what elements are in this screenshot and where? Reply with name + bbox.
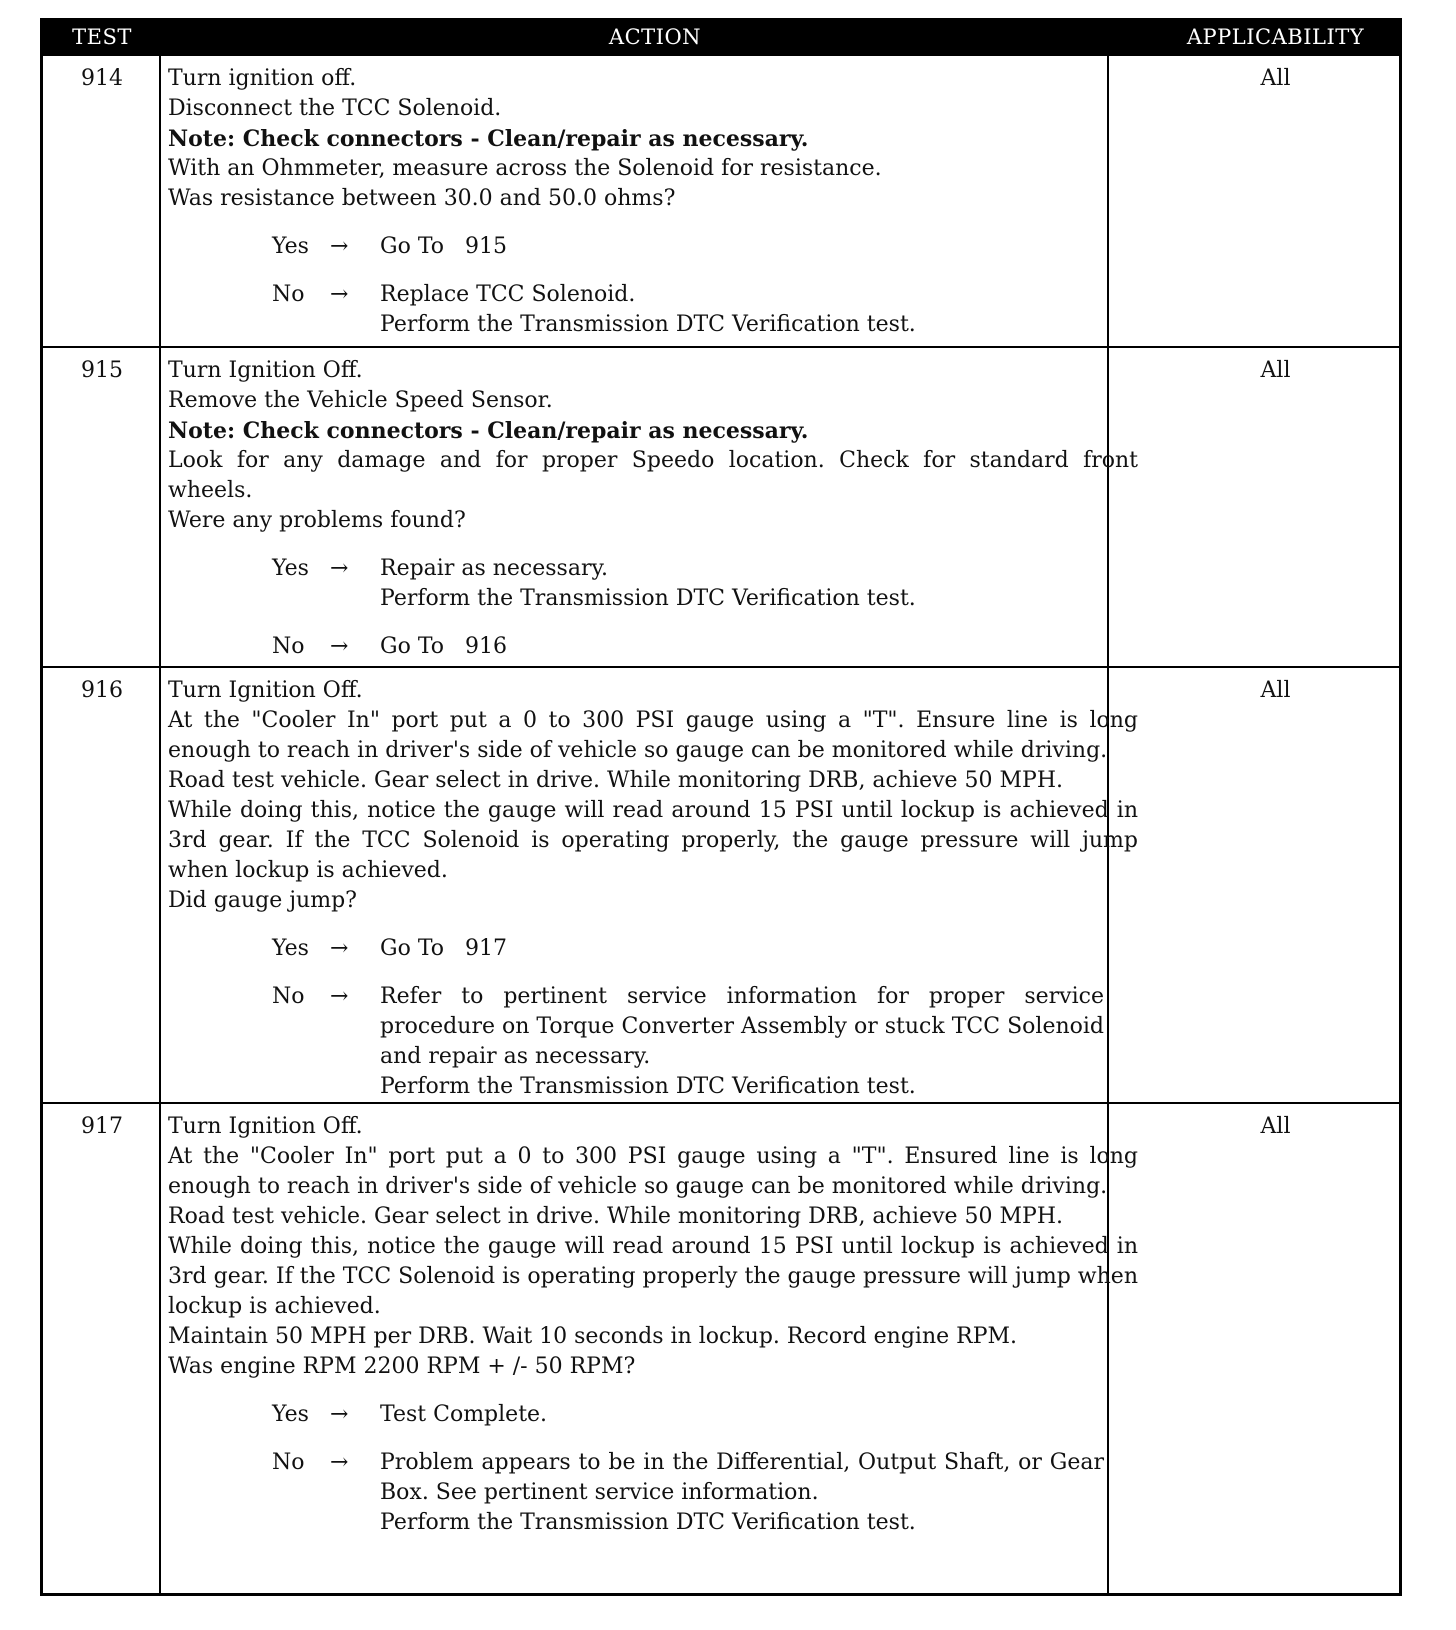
test-number: 917 (81, 1114, 123, 1139)
arrow-icon: → (330, 984, 349, 1009)
action-line: Turn Ignition Off. (168, 678, 363, 703)
action-cell (168, 676, 1138, 1102)
yes-result (380, 1400, 1104, 1430)
table-row (43, 1102, 1399, 1596)
header-action: ACTION (608, 25, 702, 49)
arrow-icon: → (330, 1402, 349, 1427)
action-line: At the "Cooler In" port put a 0 to 300 PSI gauge using a "T". Ensured line is long enough to reach in driver's side of vehicle so gauge can be monitored while driving. (168, 1144, 1138, 1199)
no-answer (272, 632, 1138, 662)
action-line: Turn Ignition Off. (168, 358, 363, 383)
no-answer (272, 982, 1138, 1102)
question-line: Was engine RPM 2200 RPM + /- 50 RPM? (168, 1354, 636, 1379)
table-row (43, 666, 1399, 1102)
arrow-icon: → (330, 1450, 349, 1475)
action-line: Disconnect the TCC Solenoid. (168, 96, 502, 121)
table-row (43, 346, 1399, 666)
result-line: Repair as necessary. (380, 556, 608, 581)
answers (272, 232, 1138, 340)
note-line: Note: Check connectors - Clean/repair as necessary. (168, 418, 809, 444)
action-line: Road test vehicle. Gear select in drive. While monitoring DRB, achieve 50 MPH. (168, 1204, 1064, 1229)
no-answer (272, 280, 1138, 340)
applicability-value: All (1260, 358, 1291, 383)
arrow-icon: → (330, 282, 349, 307)
result-line: Perform the Transmission DTC Verification test. (380, 586, 916, 611)
test-number: 914 (81, 66, 123, 91)
no-result (380, 1448, 1104, 1538)
result-line: Problem appears to be in the Differential, Output Shaft, or Gear Box. See pertinent service information. (380, 1450, 1104, 1505)
arrow-icon: → (330, 556, 349, 581)
result-line: Go To 915 (380, 234, 507, 259)
result-line: Replace TCC Solenoid. (380, 282, 636, 307)
yes-answer (272, 934, 1138, 964)
action-line: Remove the Vehicle Speed Sensor. (168, 388, 553, 413)
arrow-icon: → (330, 936, 349, 961)
yes-label: Yes (272, 234, 309, 259)
result-line: Go To 917 (380, 936, 507, 961)
result-line: Perform the Transmission DTC Verification test. (380, 1074, 916, 1099)
table-row (43, 56, 1399, 346)
no-label: No (272, 1450, 305, 1475)
yes-label: Yes (272, 936, 309, 961)
no-answer (272, 1448, 1138, 1538)
action-line: Maintain 50 MPH per DRB. Wait 10 seconds in lockup. Record engine RPM. (168, 1324, 1018, 1349)
table-header (43, 18, 1399, 56)
header-test: TEST (72, 25, 132, 49)
action-line: Turn Ignition Off. (168, 1114, 363, 1139)
action-line: At the "Cooler In" port put a 0 to 300 PSI gauge using a "T". Ensure line is long enough to reach in driver's side of vehicle so gauge can be monitored while driving. (168, 708, 1138, 763)
action-line: With an Ohmmeter, measure across the Solenoid for resistance. (168, 156, 882, 181)
action-cell (168, 64, 1138, 340)
action-cell (168, 1112, 1138, 1538)
action-line: Road test vehicle. Gear select in drive. While monitoring DRB, achieve 50 MPH. (168, 768, 1064, 793)
question-line: Did gauge jump? (168, 888, 357, 913)
arrow-icon: → (330, 234, 349, 259)
test-number: 916 (81, 678, 123, 703)
yes-result (380, 554, 1104, 614)
action-line: Look for any damage and for proper Speedo location. Check for standard front wheels. (168, 448, 1138, 503)
yes-label: Yes (272, 556, 309, 581)
yes-label: Yes (272, 1402, 309, 1427)
yes-result (380, 934, 1104, 964)
result-line: Perform the Transmission DTC Verification test. (380, 1510, 916, 1535)
no-label: No (272, 984, 305, 1009)
action-line: Turn ignition off. (168, 66, 357, 91)
applicability-value: All (1260, 66, 1291, 91)
result-line: Go To 916 (380, 634, 507, 659)
answers (272, 554, 1138, 662)
no-result (380, 632, 1104, 662)
applicability-value: All (1260, 678, 1291, 703)
applicability-value: All (1260, 1114, 1291, 1139)
action-line: While doing this, notice the gauge will read around 15 PSI until lockup is achieved in 3rd gear. If the TCC Solenoid is operating properly the gauge pressure will jump when lockup is achieved. (168, 1234, 1138, 1319)
header-applicability: APPLICABILITY (1186, 25, 1365, 49)
yes-answer (272, 554, 1138, 614)
action-cell (168, 356, 1138, 662)
question-line: Were any problems found? (168, 508, 466, 533)
question-line: Was resistance between 30.0 and 50.0 ohms? (168, 186, 676, 211)
test-number: 915 (81, 358, 123, 383)
no-label: No (272, 282, 305, 307)
result-line: Test Complete. (380, 1402, 548, 1427)
diagnostic-test-table (40, 18, 1402, 1596)
yes-result (380, 232, 1104, 262)
result-line: Perform the Transmission DTC Verification test. (380, 312, 916, 337)
answers (272, 1400, 1138, 1538)
yes-answer (272, 232, 1138, 262)
yes-answer (272, 1400, 1138, 1430)
note-line: Note: Check connectors - Clean/repair as necessary. (168, 126, 809, 152)
action-line: While doing this, notice the gauge will read around 15 PSI until lockup is achieved in 3rd gear. If the TCC Solenoid is operating properly, the gauge pressure will jump when lockup is achieved. (168, 798, 1138, 883)
result-line: Refer to pertinent service information for proper service procedure on Torque Converter Assembly or stuck TCC Solenoid and repair as necessary. (380, 984, 1104, 1069)
no-result (380, 280, 1104, 340)
no-label: No (272, 634, 305, 659)
answers (272, 934, 1138, 1102)
no-result (380, 982, 1104, 1102)
arrow-icon: → (330, 634, 349, 659)
